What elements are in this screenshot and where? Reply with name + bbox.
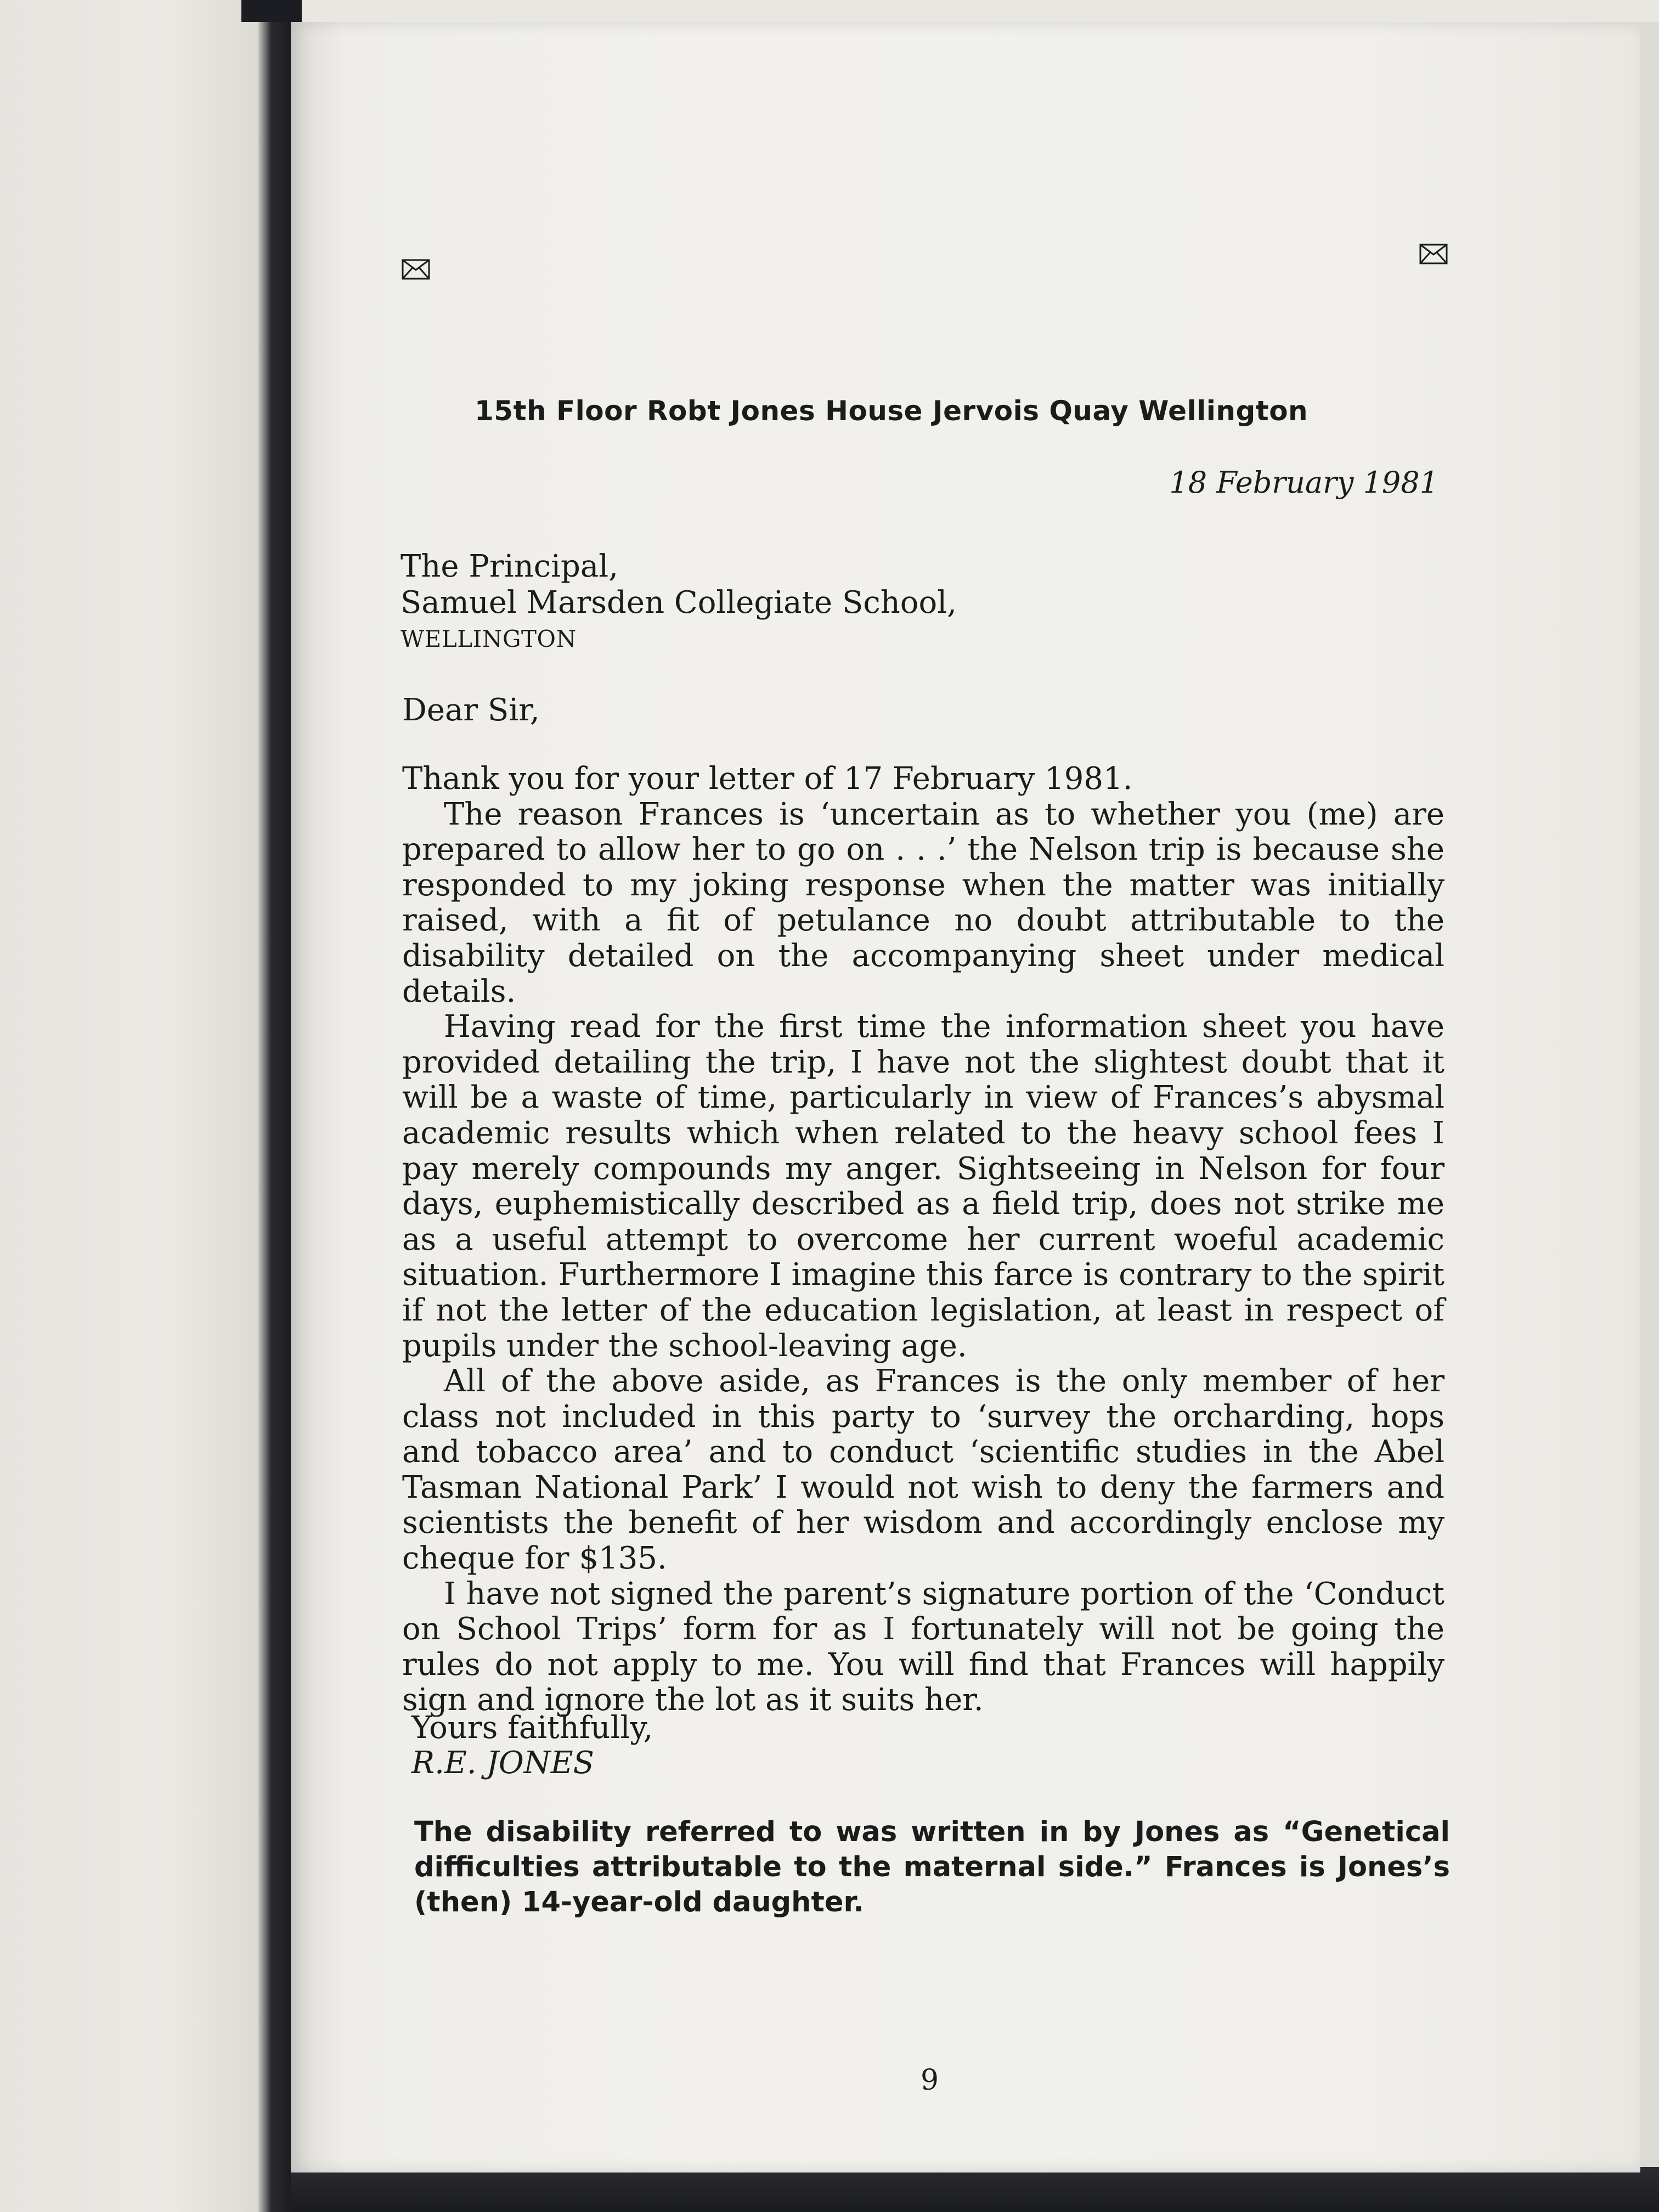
letter-date: 18 February 1981 bbox=[1169, 465, 1438, 500]
envelope-icon bbox=[402, 259, 430, 280]
letter-body bbox=[402, 761, 1444, 1718]
recipient-line: Samuel Marsden Collegiate School, bbox=[400, 585, 957, 620]
paragraph: The reason Frances is ‘uncertain as to whether you (me) are prepared to allow her to go on . . .’ the Nelson trip is because she responded to my joking response when the matter was initially raised, with a fit of petulance no doubt attributable to the disability detailed on the accompanying sheet under medical details. bbox=[402, 796, 1444, 1009]
signoff bbox=[411, 1711, 653, 1781]
book-page bbox=[291, 22, 1640, 2172]
book-cover-corner bbox=[241, 0, 302, 22]
recipient-block bbox=[400, 549, 957, 657]
salutation: Dear Sir, bbox=[402, 692, 540, 728]
paragraph: Thank you for your letter of 17 February 1981. bbox=[402, 761, 1133, 797]
paragraph: I have not signed the parent’s signature portion of the ‘Conduct on School Trips’ form for as I fortunately will not be going the rules do not apply to me. You will find that Frances will happily sign and ignore the lot as it suits her. bbox=[402, 1576, 1444, 1718]
paragraph: Having read for the first time the information sheet you have provided detailing the trip, I have not the slightest doubt that it will be a waste of time, particularly in view of Frances’s abysmal academic results which when related to the heavy school fees I pay merely compounds my anger. Sightseeing in Nelson for four days, euphemistically described as a field trip, does not strike me as a useful attempt to overcome her current woeful academic situation. Furthermore I imagine this farce is contrary to the spirit if not the letter of the education legislation, at least in respect of pupils under the school-leaving age. bbox=[402, 1009, 1444, 1364]
page-number: 9 bbox=[921, 2064, 939, 2097]
closing: Yours faithfully, bbox=[411, 1710, 653, 1746]
backdrop bbox=[258, 0, 1659, 22]
editorial-note: The disability referred to was written in by Jones as “Genetical difficulties attributable to the maternal side.” Frances is Jones’s (then) 14-year-old daughter. bbox=[414, 1816, 1450, 1918]
signature-name: R.E. JONES bbox=[411, 1745, 595, 1781]
letter-address: 15th Floor Robt Jones House Jervois Quay Wellington bbox=[475, 395, 1308, 427]
paragraph: All of the above aside, as Frances is the only member of her class not included in this party to ‘survey the orcharding, hops and tobacco area’ and to conduct ‘scientific studies in the Abel Tasman National Park’ I would not wish to deny the farmers and scientists the benefit of her wisdom and accordingly enclose my cheque for $135. bbox=[402, 1363, 1444, 1577]
envelope-icon bbox=[1419, 244, 1448, 264]
book-spine bbox=[258, 22, 291, 2212]
book-cover-bottom bbox=[291, 2167, 1659, 2212]
recipient-line: The Principal, bbox=[400, 549, 619, 584]
recipient-city: WELLINGTON bbox=[400, 625, 577, 652]
